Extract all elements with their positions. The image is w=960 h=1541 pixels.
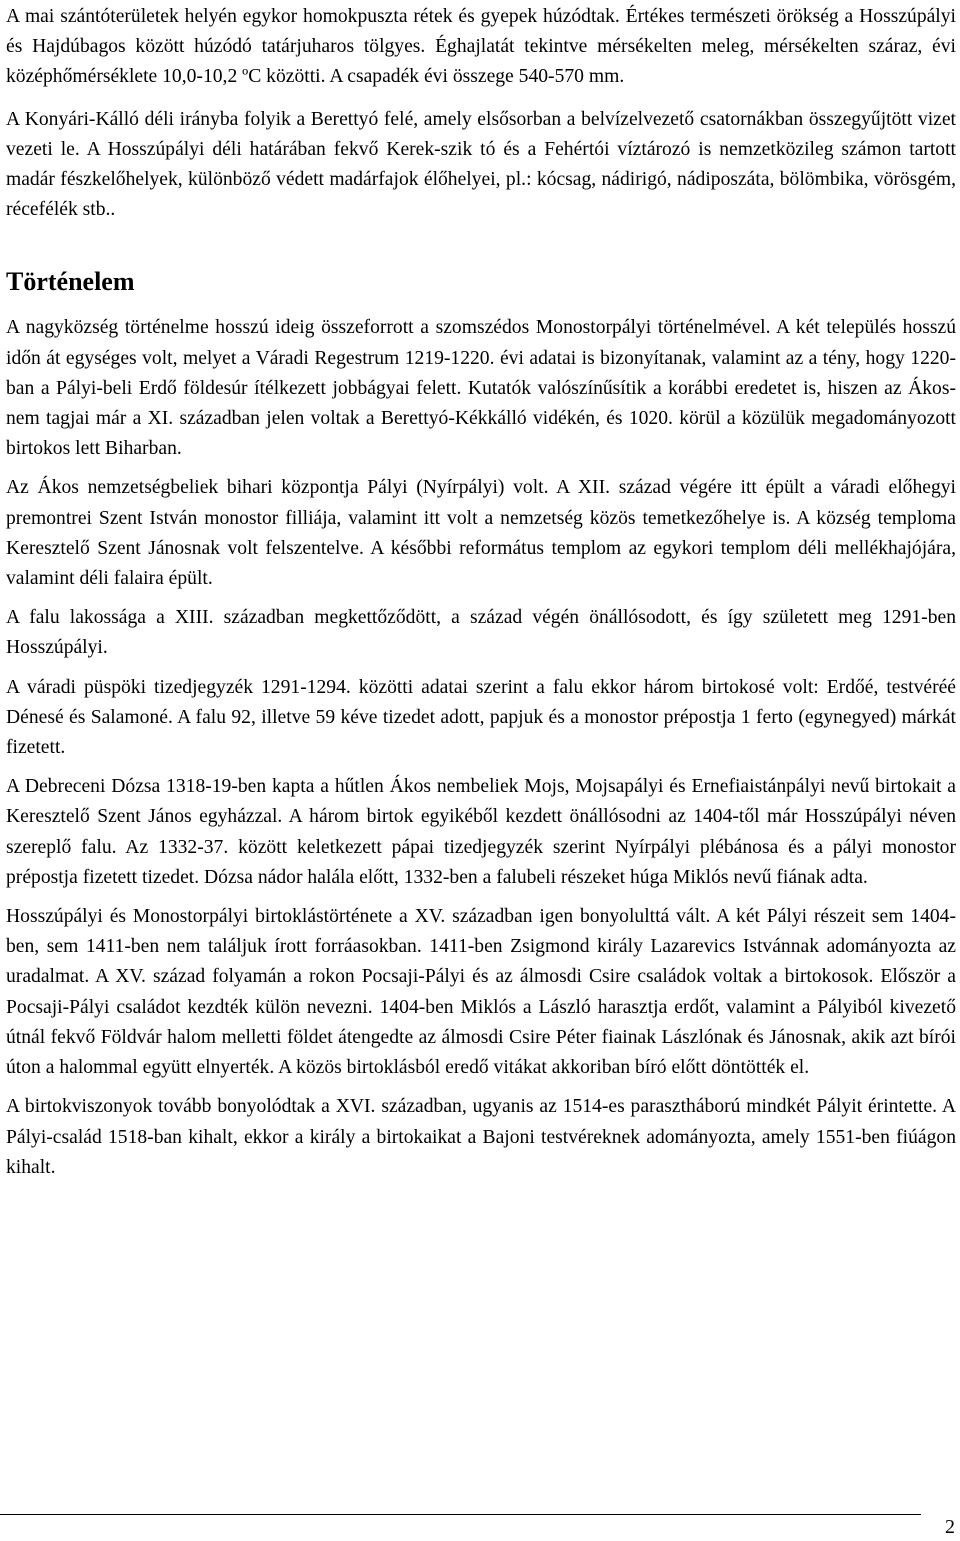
intro-paragraph-waters: A Konyári-Kálló déli irányba folyik a Berettyó felé, amely elsősorban a belvízelvezető csatornákban összegyűjtött vizet vezeti le. A Hosszúpályi déli határában fekvő Kerek-szik tó és a Fehértói víztározó is nemzetközileg számon tartott madár fészkelőhelyek, különböző védett madárfajok élőhelyei, pl.: kócsag, nádirigó, nádiposzáta, bölömbika, vörösgém, récefélék stb.. <box>6 108 956 221</box>
history-paragraph-2: Az Ákos nemzetségbeliek bihari központja Pályi (Nyírpályi) volt. A XII. század végére itt épült a váradi előhegyi premontrei Szent István monostor filliája, valamint itt volt a nemzetség közös temetkezőhelye is. A község temploma Keresztelő Szent Jánosnak volt felszentelve. A későbbi református templom az egykori templom déli mellékhajójára, valamint déli falaira épült. <box>6 477 956 590</box>
history-paragraph-1: A nagyközség történelme hosszú ideig összeforrott a szomszédos Monostorpályi történelmével. A két település hosszú időn át egységes volt, melyet a Váradi Regestrum 1219-1220. évi adatai is bizonyítanak, valamint az a tény, hogy 1220-ban a Pályi-beli Erdő földesúr ítélkezett jobbágyai felett. Kutatók valószínűsítik a korábbi eredetet is, hiszen az Ákos-nem tagjai már a XI. században jelen voltak a Berettyó-Kékkálló vidékén, és 1020. körül a közülük megadományozott birtokos lett Biharban. <box>6 317 956 460</box>
page-number: 2 <box>945 1516 955 1538</box>
section-heading-history: Történelem <box>6 267 135 297</box>
history-paragraph-5: A Debreceni Dózsa 1318-19-ben kapta a hűtlen Ákos nembeliek Mojs, Mojsapályi és Ernefiaistánpályi nevű birtokait a Keresztelő Szent János egyházzal. A három birtok egyikéből kezdett önállósodni az 1404-től már Hosszúpályi néven szereplő falu. Az 1332-37. között keletkezett pápai tizedjegyzék szerint Nyírpályi plébánosa és a pályi monostor prépostja fizetett tizedet. Dózsa nádor halála előtt, 1332-ben a falubeli részeket húga Miklós nevű fiának adta. <box>6 776 956 888</box>
intro-paragraph-landscape: A mai szántóterületek helyén egykor homokpuszta rétek és gyepek húzódtak. Értékes természeti örökség a Hosszúpályi és Hajdúbagos között húzódó tatárjuharos tölgyes. Éghajlatát tekintve mérsékelten meleg, mérsékelten száraz, évi középhőmérséklete 10,0-10,2 ºC közötti. A csapadék évi összege 540-570 mm. <box>6 6 956 88</box>
history-paragraph-6: Hosszúpályi és Monostorpályi birtoklástörténete a XV. században igen bonyolulttá vált. A két Pályi részeit sem 1404-ben, sem 1411-ben nem találjuk írott forráasokban. 1411-ben Zsigmond király Lazarevics Istvánnak adományozta az uradalmat. A XV. század folyamán a rokon Pocsaji-Pályi és az álmosdi Csire családok voltak a birtokosok. Először a Pocsaji-Pályi családot kezdték külön nevezni. 1404-ben Miklós a László harasztja erdőt, valamint a Pályiból kivezető útnál fekvő Földvár halom melletti földet átengedte az álmosdi Csire Péter fiainak Lászlónak és Jánosnak, akik azt bírói úton a halommal együtt elnyerték. A közös birtoklásból eredő vitákat akkoriban bíró előtt döntötték el. <box>6 906 956 1079</box>
document-page <box>6 0 956 1183</box>
history-paragraph-4: A váradi püspöki tizedjegyzék 1291-1294. közötti adatai szerint a falu ekkor három birtokosé volt: Erdőé, testvéréé Dénesé és Salamoné. A falu 92, illetve 59 kéve tizedet adott, papjuk és a monostor prépostja 1 ferto (egynegyed) márkát fizetett. <box>6 676 956 759</box>
footer-divider <box>0 1514 921 1515</box>
history-paragraph-3: A falu lakossága a XIII. században megkettőződött, a század végén önállósodott, és így született meg 1291-ben Hosszúpályi. <box>6 607 956 659</box>
history-paragraph-7: A birtokviszonyok tovább bonyolódtak a XVI. században, ugyanis az 1514-es parasztháború mindkét Pályit érintette. A Pályi-család 1518-ban kihalt, ekkor a király a birtokaikat a Bajoni testvéreknek adományozta, amely 1551-ben fiúágon kihalt. <box>6 1096 956 1178</box>
